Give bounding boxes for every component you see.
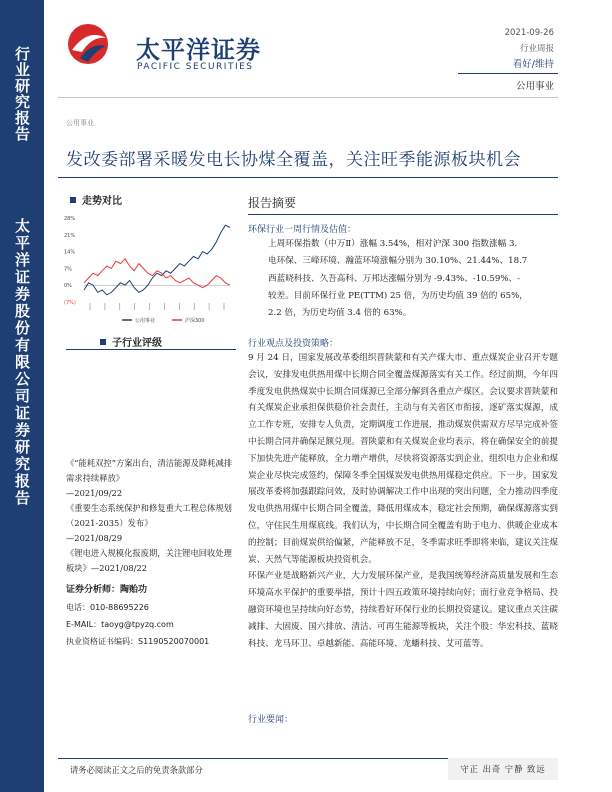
chart-legend [122,317,205,324]
section-bullet-icon [100,339,106,345]
chart-series [84,225,230,295]
analyst-name: 证券分析师：陶贻功 [66,585,148,595]
chart-y-tick-label: (7%) [64,300,76,306]
header-industry: 公用事业 [515,81,554,92]
trend-chart [62,210,236,332]
weekly-line: 上周环保指数（中万Ⅱ）涨幅 3.54%，相对沪深 300 指数涨幅 3. [268,239,518,249]
sidebar-bottom-label: 太平洋证券股份有限公司证券研究报告 [13,218,31,507]
chart-legend-label: 沪深300 [185,318,205,324]
sidebar-top-label: 行业研究报告 [13,46,31,142]
rating-section-title: 子行业评级 [112,338,162,349]
section-bullet-icon [70,197,76,203]
analyst-phone: 电话：010-88695226 [66,603,149,612]
trend-section-heading [70,192,122,207]
strategy-paragraph: 9 月 24 日，国家发展改革委组织晋陕蒙和有关产煤大市、重点煤炭企业召开专题会议，安排发电供热用煤中长期合同全覆盖煤源落实有关工作。经过前期，今年四季度发电供热煤炭中长期合同煤源已全部分解到各重点产煤区。会议要求晋陕蒙和有关煤炭企业承担保供稳价社会责任，主动与有关省区市衔接，逐矿落实煤源，成立工作专班，安排专人负责，定期调度工作进展，推动煤炭供需双方尽早完成补签中长期合同并确保足额兑现。晋陕蒙和有关煤炭企业均表示，将在确保安全的前提下加快先进产能释放，全力增产增供，尽快将资源落实到企业，组织电力企业和煤炭企业尽快完成签约，保障冬季全国煤炭发电供热用煤稳定供应。下一步，国家发展改革委将加强跟踪问效，及时协调解决工作中出现的突出问题，全力推动四季度发电供热用煤中长期合同全覆盖，降低用煤成本，稳定社会预期，确保煤源落实到位，守住民生用煤底线。我们认为，中长期合同全覆盖有助于电力、供暖企业成本的控制；目前煤炭供给偏紧，产能释放不足，冬季需求旺季即将来临，建议关注煤炭、天然气等能源板块投资机会。 [248,353,558,565]
strategy-heading: 行业观点及投资策略： [248,339,339,349]
chart-y-tick-label: 0% [64,283,72,290]
weekly-line: 较差。目前环保行业 PE(TTM) 25 倍，为历史均值 39 倍的 65%， [268,290,528,301]
weekly-market-body [268,236,560,322]
analyst-license: 执业资格证书编码：S1190520070001 [66,637,210,646]
report-date: 2021-09-26 [504,28,554,38]
weekly-line: 2.2 倍，为历史均值 3.4 倍的 63%。 [268,308,412,319]
chart-y-tick-label: 21% [64,232,76,239]
related-report-date: —2021/09/22 [66,488,123,498]
footer-disclaimer: 请务必阅读正文之后的免责条款部分 [70,765,203,775]
company-logo-icon [66,22,110,66]
chart-legend-label: 公用事业 [135,318,156,324]
chart-y-tick-label: 7% [64,266,72,273]
category-label: 公用事业 [66,119,94,127]
rating-divider [66,349,236,350]
logo-english-name: PACIFIC SECURITIES [137,62,254,72]
chart-x-axis [90,303,224,310]
strategy-body [248,350,558,652]
logo-chinese-name: 太平洋证券 [136,36,261,64]
analyst-block [66,582,238,650]
weekly-market-heading: 环保行业一周行情及估值： [248,225,357,235]
report-type: 行业周报 [519,44,554,54]
trend-section-title: 走势对比 [82,196,122,207]
top-divider [58,97,558,98]
summary-heading: 报告摘要 [248,196,297,210]
related-report-item[interactable]: 《重要生态系统保护和修复重大工程总体规划（2021-2035）发布》 [66,503,232,528]
title-divider [58,177,558,178]
chart-y-tick-label: 14% [64,249,76,256]
weekly-line: 电环保、三峰环境、瀚蓝环境涨幅分别为 30.10%、21.44%、18.7 [268,256,528,267]
footer-motto: 守正 出奇 宁静 致远 [448,758,558,780]
header-divider [458,73,558,74]
rating-section-heading [100,334,162,349]
summary-divider [248,214,558,215]
report-title: 发改委部署采暖发电长协煤全覆盖，关注旺季能源板块机会 [66,150,521,170]
related-report-date: —2021/08/29 [66,533,123,543]
industry-news-heading: 行业要闻： [248,715,294,725]
industry-rating: 看好/维持 [512,59,554,70]
related-report-item[interactable]: 《“能耗双控”方案出台，清洁能源及降耗减排需求持续释放》 [66,458,233,483]
weekly-line: 西蓝晓科技、久吾高科、万邦达涨幅分别为 -9.43%、-10.59%、- [268,273,520,284]
chart-y-axis [64,216,230,306]
related-reports [66,456,238,576]
chart-y-tick-label: 28% [64,216,76,222]
strategy-paragraph: 环保产业是战略新兴产业，大力发展环保产业，是我国统筹经济高质量发展和生态环境高水平保护的重要举措，预计十四五政策环境持续向好；面行业竞争格局、投融资环境也呈持续向好态势，持续看好环保行业的长期投资建议。建议重点关注碳减排、大固废、国六排放、清洁、可再生能源等板块，关注个股：华宏科技、蓝晓科技、龙马环卫、卓越新能、高能环境、龙蟠科技、艾可蓝等。 [248,571,558,649]
analyst-email[interactable]: E-MAIL：taoyg@tpyzq.com [66,620,174,629]
related-report-item[interactable]: 《锂电进入规模化报废期，关注锂电回收处理板块》—2021/08/22 [66,548,232,573]
